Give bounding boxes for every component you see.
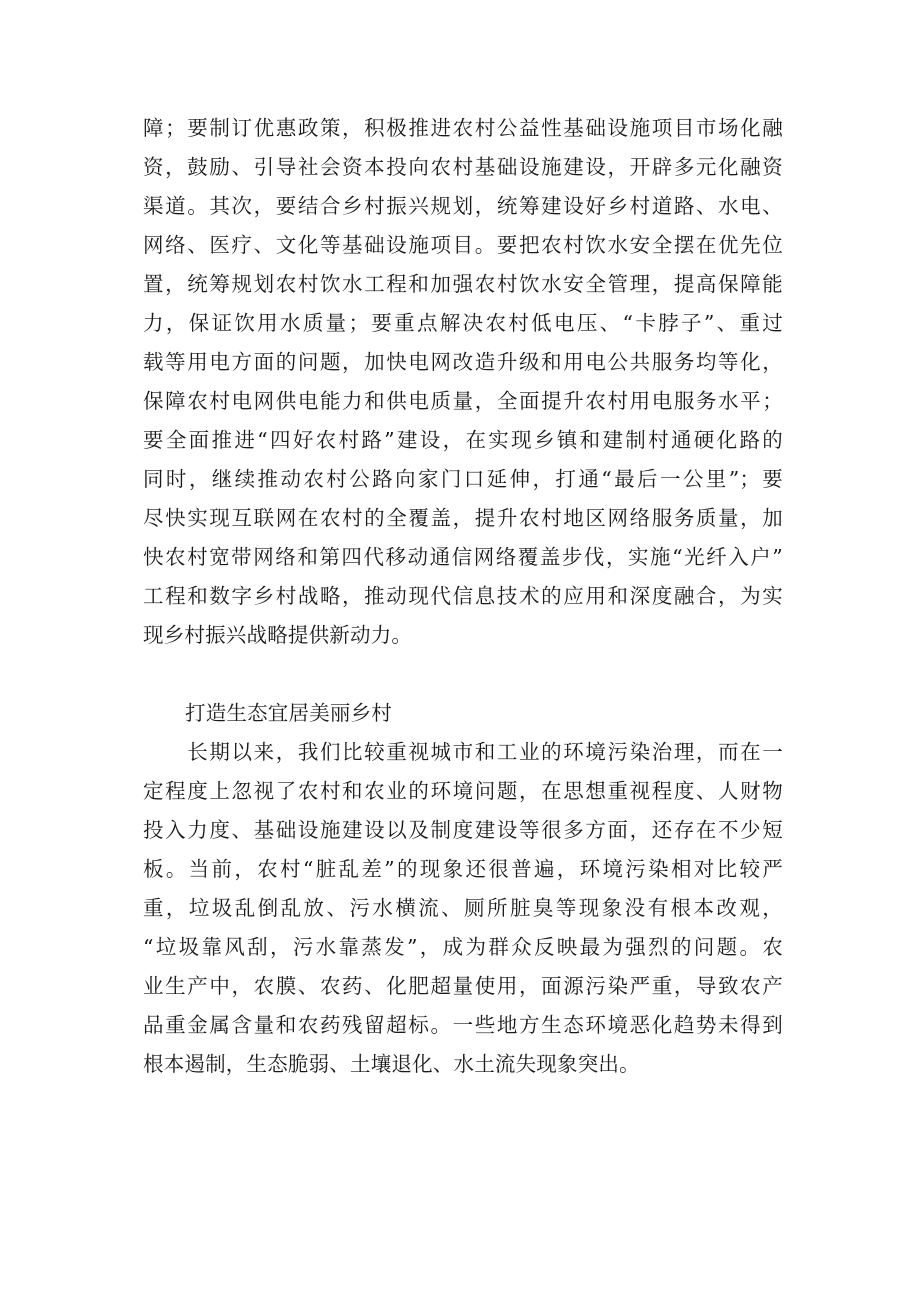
paragraph-line: 投入力度、基础设施建设以及制度建设等很多方面，还存在不少短 [143,818,783,842]
paragraph-line: 资，鼓励、引导社会资本投向农村基础设施建设，开辟多元化融资 [143,155,783,179]
paragraph-line: 力，保证饮用水质量；要重点解决农村低电压、“卡脖子”、重过 [143,311,783,335]
paragraph-line: 快农村宽带网络和第四代移动通信网络覆盖步伐，实施“光纤入户” [143,545,783,569]
paragraph-line: 业生产中，农膜、农药、化肥超量使用，面源污染严重，导致农产 [143,974,783,998]
paragraph-line: 长期以来，我们比较重视城市和工业的环境污染治理，而在一 [143,740,783,764]
paragraph-line: 要全面推进“四好农村路”建设，在实现乡镇和建制村通硬化路的 [143,428,783,452]
paragraph-line: 板。当前，农村“脏乱差”的现象还很普遍，环境污染相对比较严 [143,857,783,881]
paragraph-line: 同时，继续推动农村公路向家门口延伸，打通“最后一公里”；要 [143,467,783,491]
paragraph-line: “垃圾靠风刮，污水靠蒸发”，成为群众反映最为强烈的问题。农 [143,935,783,959]
paragraph-line: 工程和数字乡村战略，推动现代信息技术的应用和深度融合，为实 [143,584,783,608]
paragraph-line: 现乡村振兴战略提供新动力。 [143,623,413,647]
paragraph-line: 置，统筹规划农村饮水工程和加强农村饮水安全管理，提高保障能 [143,272,783,296]
paragraph-line: 载等用电方面的问题，加快电网改造升级和用电公共服务均等化， [143,350,783,374]
paragraph-line: 重，垃圾乱倒乱放、污水横流、厕所脏臭等现象没有根本改观， [143,896,783,920]
paragraph-line: 根本遏制，生态脆弱、土壤退化、水土流失现象突出。 [143,1052,640,1076]
paragraph-line: 尽快实现互联网在农村的全覆盖，提升农村地区网络服务质量，加 [143,506,783,530]
paragraph-line: 保障农村电网供电能力和供电质量，全面提升农村用电服务水平； [143,389,783,413]
paragraph-line: 定程度上忽视了农村和农业的环境问题，在思想重视程度、人财物 [143,779,783,803]
section-heading: 打造生态宜居美丽乡村 [185,701,392,725]
paragraph-line: 品重金属含量和农药残留超标。一些地方生态环境恶化趋势未得到 [143,1013,783,1037]
paragraph-line: 渠道。其次，要结合乡村振兴规划，统筹建设好乡村道路、水电、 [143,194,783,218]
paragraph-line: 网络、医疗、文化等基础设施项目。要把农村饮水安全摆在优先位 [143,233,783,257]
paragraph-line: 障；要制订优惠政策，积极推进农村公益性基础设施项目市场化融 [143,116,783,140]
